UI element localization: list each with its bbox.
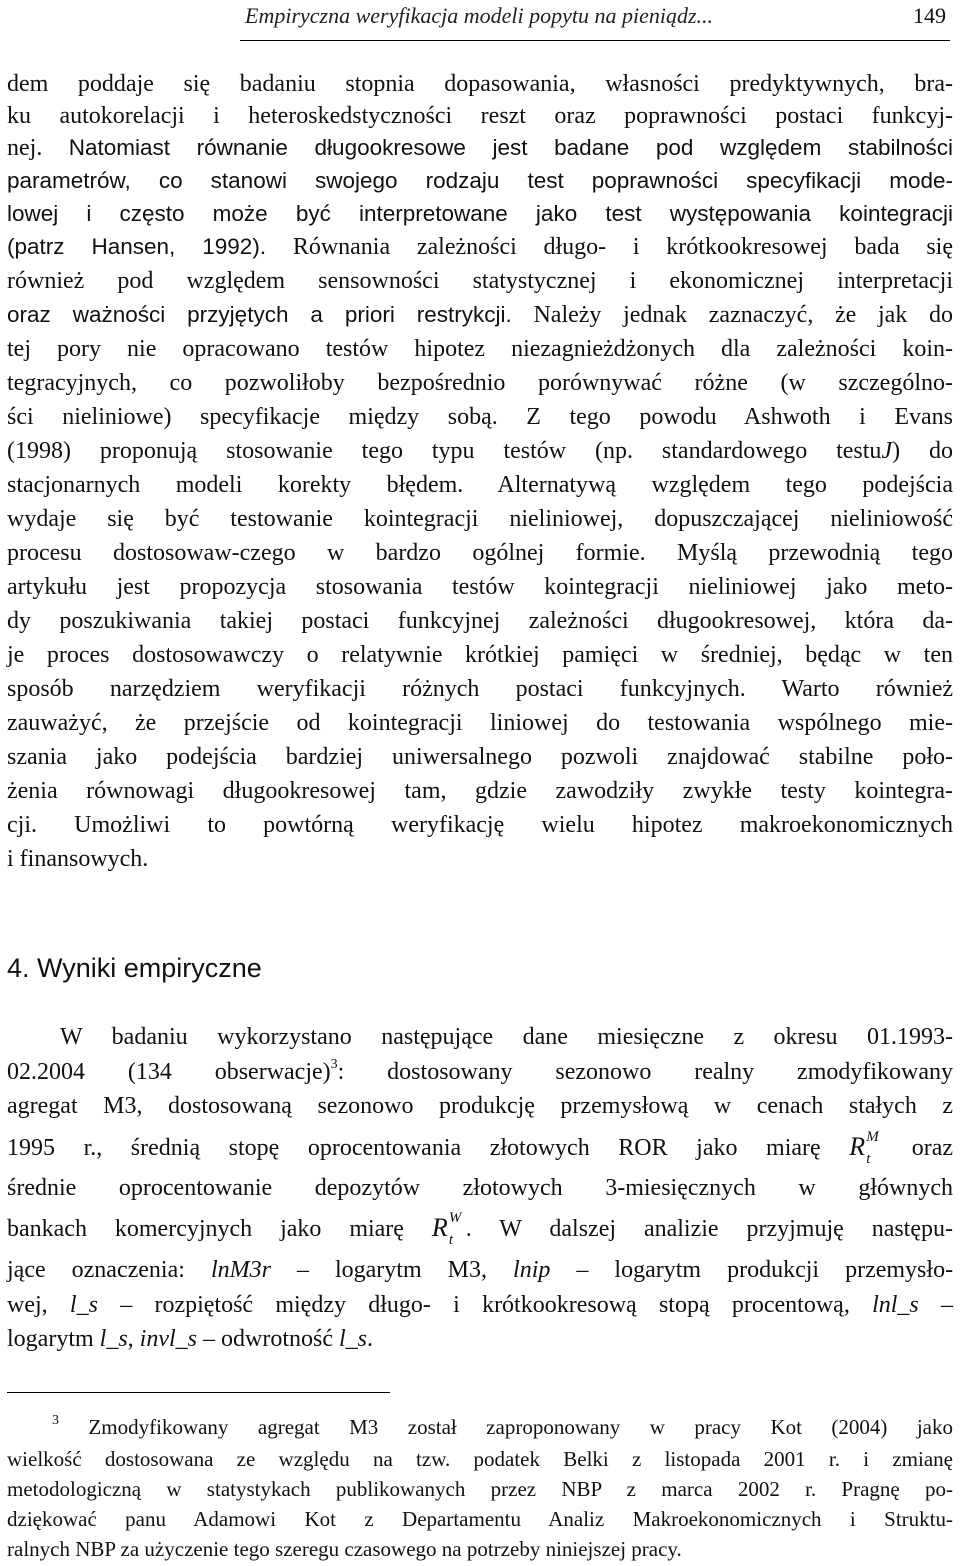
page-header bbox=[0, 0, 960, 60]
text-line bbox=[7, 1290, 953, 1320]
text-line: tegracyjnych, co pozwoliłoby bezpośrednio porównywać różne (w szczególno- bbox=[7, 370, 953, 396]
text-line bbox=[7, 1057, 953, 1087]
text-line: i finansowych. bbox=[7, 846, 149, 872]
text-line: wydaje się być testowanie kointegracji nieliniowej, dopuszczającej nieliniowość bbox=[7, 506, 953, 532]
text-line: procesu dostosowaw-czego w bardzo ogólnej formie. Myślą przewodnią tego bbox=[7, 540, 953, 566]
italic-term: lnip bbox=[513, 1257, 551, 1283]
math-r-w-t: R W t bbox=[431, 1210, 462, 1248]
math-r-m-t: R M t bbox=[849, 1129, 879, 1167]
text-line: W badaniu wykorzystano następujące dane miesięczne z okresu 01.1993- bbox=[60, 1024, 953, 1050]
text-line: ści nieliniowe) specyfikacje między sobą. Z tego powodu Ashwoth i Evans bbox=[7, 404, 953, 430]
footnote-line: dziękować panu Adamowi Kot z Departamentu Analiz Makroekonomicznych i Struktu- bbox=[7, 1507, 953, 1531]
text-line: cji. Umożliwi to powtórną weryfikację wielu hipotez makroekonomicznych bbox=[7, 812, 953, 838]
text-line bbox=[7, 436, 953, 466]
text-line bbox=[7, 133, 953, 163]
page-number: 149 bbox=[913, 3, 946, 28]
text-span: , bbox=[127, 1326, 134, 1352]
text-span: 02.2004 (134 obserwacje) bbox=[7, 1059, 331, 1085]
footnote-line: wielkość dostosowana ze względu na tzw. podatek Belki z listopada 2001 r. i zmianę bbox=[7, 1447, 953, 1471]
italic-term: l_s bbox=[69, 1292, 98, 1318]
text-span: – logarytm M3, bbox=[296, 1257, 487, 1283]
text-span: Równania zależności długo- i krótkookresowej bada się bbox=[292, 234, 954, 260]
text-span: – logarytm produkcji przemysło- bbox=[576, 1257, 954, 1283]
text-span: – bbox=[941, 1292, 954, 1318]
text-line: artykułu jest propozycja stosowania testów kointegracji nieliniowej jako meto- bbox=[7, 574, 953, 600]
text-span: ) do bbox=[892, 438, 953, 464]
italic-term: lnl_s bbox=[872, 1292, 919, 1318]
footnote-mark: 3 bbox=[330, 1057, 338, 1072]
text-span: (1998) proponują stosowanie tego typu testów (np. standardowego testu bbox=[7, 438, 882, 464]
footnote-line bbox=[52, 1412, 953, 1442]
text-line: ku autokorelacji i heteroskedstyczności reszt oraz poprawności postaci funkcyj- bbox=[7, 103, 953, 129]
text-span: bankach komercyjnych jako miarę bbox=[7, 1216, 404, 1242]
italic-term: invl_s bbox=[139, 1326, 197, 1352]
header-rule bbox=[240, 40, 950, 41]
text-span: 1995 r., średnią stopę oprocentowania złotowych ROR jako miarę bbox=[7, 1135, 821, 1161]
italic-term: l_s bbox=[99, 1326, 128, 1352]
footnote-line: metodologiczną w statystykach publikowanych przez NBP z marca 2002 r. Pragnę po- bbox=[7, 1477, 953, 1501]
text-span: (patrz Hansen, 1992). bbox=[7, 234, 267, 259]
text-line: lowej i często może być interpretowane jako test występowania kointegracji bbox=[7, 201, 953, 226]
text-span: Zmodyfikowany agregat M3 został zaproponowany w pracy Kot (2004) jako bbox=[88, 1415, 954, 1439]
text-span: Należy jednak zaznaczyć, że jak do bbox=[533, 302, 953, 328]
text-span: wej, bbox=[7, 1292, 48, 1318]
italic-term: l_s bbox=[338, 1326, 367, 1352]
text-span: oraz bbox=[911, 1135, 953, 1161]
text-span: – odwrotność bbox=[203, 1326, 333, 1352]
text-line bbox=[7, 1324, 953, 1354]
text-line: dem poddaje się badaniu stopnia dopasowania, własności predyktywnych, bra- bbox=[7, 71, 953, 97]
italic-term: J bbox=[881, 438, 893, 464]
text-span: jące oznaczenia: bbox=[7, 1257, 185, 1283]
section-heading: 4. Wyniki empiryczne bbox=[7, 953, 262, 983]
text-line bbox=[7, 1129, 953, 1167]
text-line bbox=[7, 300, 953, 330]
text-line: tej pory nie opracowano testów hipotez niezagnieżdżonych dla zależności koin- bbox=[7, 336, 953, 362]
text-line: agregat M3, dostosowaną sezonowo produkcję przemysłową w cenach stałych z bbox=[7, 1093, 953, 1119]
footnote-rule bbox=[7, 1392, 390, 1393]
text-line: dy poszukiwania takiej postaci funkcyjnej zależności długookresowej, która da- bbox=[7, 608, 953, 634]
text-line: zauważyć, że przejście od kointegracji liniowej do testowania wspólnego mie- bbox=[7, 710, 953, 736]
text-line bbox=[7, 232, 953, 262]
footnote-number: 3 bbox=[52, 1413, 59, 1428]
text-span: Natomiast równanie długookresowe jest badane pod względem stabilności bbox=[68, 135, 953, 160]
text-span: – rozpiętość między długo- i krótkookresową stopą procentową, bbox=[120, 1292, 850, 1318]
text-span: nej. bbox=[7, 135, 43, 161]
text-span: R W t . W dalszej analizie przyjmuję następu- bbox=[431, 1210, 953, 1248]
text-line: żenia równowagi długookresowej tam, gdzie zawodziły zwykłe testy kointegra- bbox=[7, 778, 953, 804]
text-span: . bbox=[367, 1326, 373, 1352]
text-line: parametrów, co stanowi swojego rodzaju test poprawności specyfikacji mode- bbox=[7, 168, 953, 193]
text-line: szania jako podejścia bardziej uniwersalnego pozwoli znajdować stabilne poło- bbox=[7, 744, 953, 770]
text-line: średnie oprocentowanie depozytów złotowych 3-miesięcznych w głównych bbox=[7, 1175, 953, 1201]
text-line: również pod względem sensowności statystycznej i ekonomicznej interpretacji bbox=[7, 268, 953, 294]
text-line bbox=[7, 1255, 953, 1285]
text-span: : dostosowany sezonowo realny zmodyfikowany bbox=[337, 1059, 953, 1085]
text-span: logarytm bbox=[7, 1326, 94, 1352]
text-line: sposób narzędziem weryfikacji różnych postaci funkcyjnych. Warto również bbox=[7, 676, 953, 702]
footnote-line: ralnych NBP za użyczenie tego szeregu czasowego na potrzeby niniejszej pracy. bbox=[7, 1537, 682, 1561]
text-line: je proces dostosowawczy o relatywnie krótkiej pamięci w średniej, będąc w ten bbox=[7, 642, 953, 668]
running-title: Empiryczna weryfikacja modeli popytu na pieniądz... bbox=[245, 3, 714, 28]
text-line bbox=[7, 1210, 953, 1248]
text-line: stacjonarnych modeli korekty błędem. Alternatywą względem tego podejścia bbox=[7, 472, 953, 498]
text-span: oraz ważności przyjętych a priori restrykcji. bbox=[7, 302, 512, 327]
italic-term: lnM3r bbox=[210, 1257, 271, 1283]
